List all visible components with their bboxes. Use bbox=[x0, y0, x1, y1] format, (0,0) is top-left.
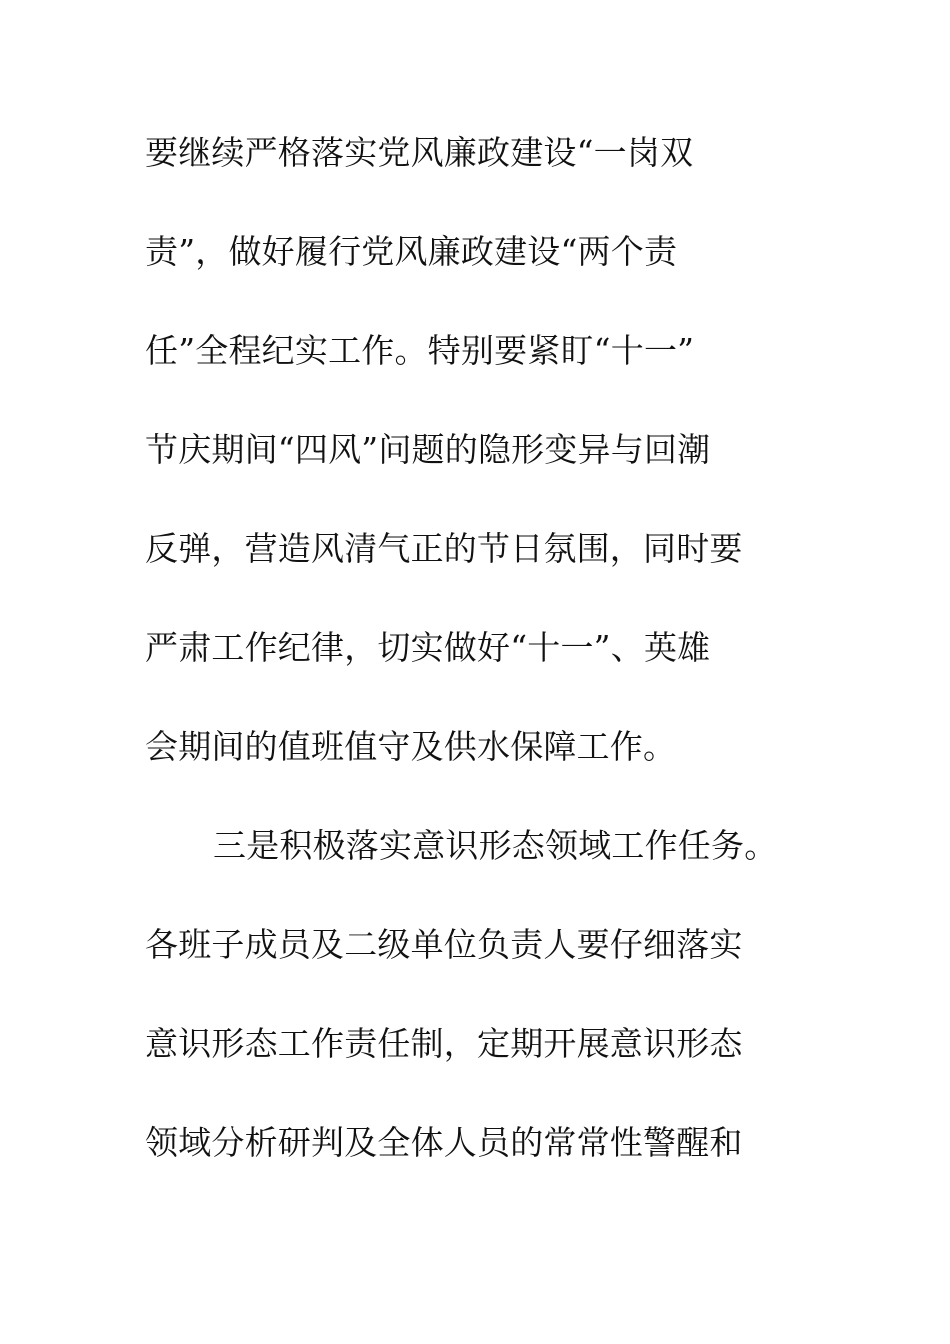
body-text bbox=[145, 128, 845, 1217]
text-line-2: 责”，做好履行党风廉政建设“两个责 bbox=[145, 232, 678, 271]
text-line-6: 严肃工作纪律，切实做好“十一”、英雄 bbox=[145, 628, 711, 667]
text-line-1: 要继续严格落实党风廉政建设“一岗双 bbox=[145, 133, 694, 172]
text-line-9: 各班子成员及二级单位负责人要仔细落实 bbox=[145, 925, 743, 964]
text-line-11: 领域分析研判及全体人员的常常性警醒和 bbox=[145, 1123, 743, 1162]
paragraph-heading-line: 三是积极落实意识形态领域工作任务。 bbox=[213, 826, 778, 865]
text-line-10: 意识形态工作责任制，定期开展意识形态 bbox=[145, 1024, 743, 1063]
text-line-5: 反弹，营造风清气正的节日氛围，同时要 bbox=[145, 529, 743, 568]
text-line-7: 会期间的值班值守及供水保障工作。 bbox=[145, 727, 677, 766]
text-line-4: 节庆期间“四风”问题的隐形变异与回潮 bbox=[145, 430, 711, 469]
text-line-3: 任”全程纪实工作。特别要紧盯“十一” bbox=[145, 331, 695, 370]
